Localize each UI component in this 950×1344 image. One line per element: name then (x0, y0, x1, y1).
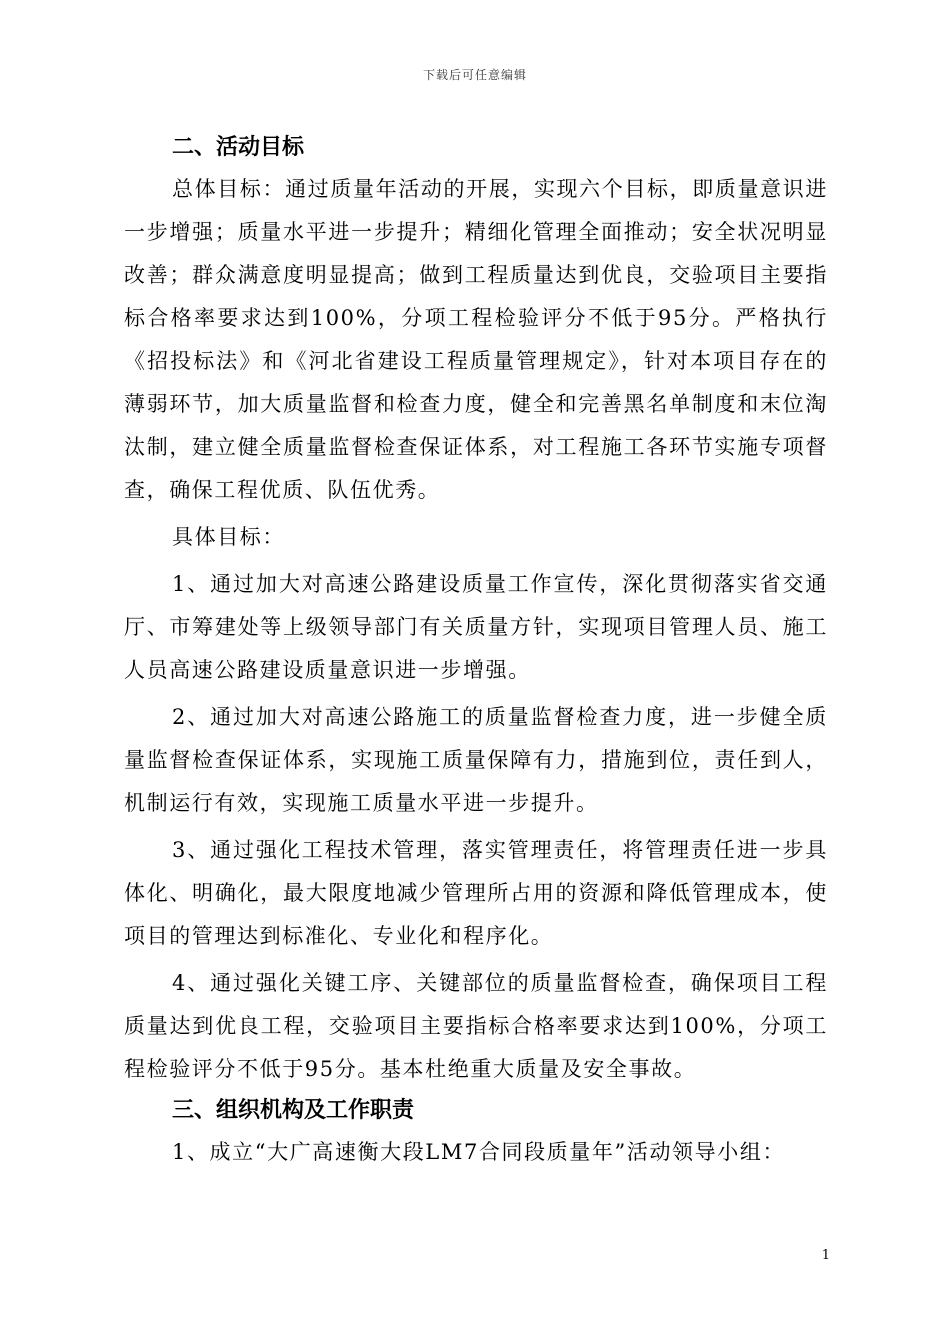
header-note: 下载后可任意编辑 (422, 68, 527, 82)
specific-goal-item-3: 3、通过强化工程技术管理，落实管理责任，将管理责任进一步具体化、明确化，最大限度地减少管理所占用的资源和降低管理成本，使项目的管理达到标准化、专业化和程序化。 (124, 838, 828, 948)
section-heading-organization: 三、组织机构及工作职责 (172, 1098, 415, 1123)
specific-goal-item-1: 1、通过加大对高速公路建设质量工作宣传，深化贯彻落实省交通厅、市筹建处等上级领导部门有关质量方针，实现项目管理人员、施工人员高速公路建设质量意识进一步增强。 (124, 572, 828, 682)
specific-goals-label: 具体目标： (172, 525, 285, 549)
page-number: 1 (821, 1248, 830, 1263)
specific-goal-item-4: 4、通过强化关键工序、关键部位的质量监督检查，确保项目工程质量达到优良工程，交验项目主要指标合格率要求达到100%，分项工程检验评分不低于95分。基本杜绝重大质量及安全事故。 (124, 971, 828, 1081)
organization-item-1: 1、成立“大广高速衡大段LM7合同段质量年”活动领导小组： (172, 1140, 786, 1164)
document-body (124, 128, 828, 1174)
specific-goal-item-2: 2、通过加大对高速公路施工的质量监督检查力度，进一步健全质量监督检查保证体系，实现施工质量保障有力，措施到位，责任到人，机制运行有效，实现施工质量水平进一步提升。 (124, 705, 828, 815)
section-heading-goals: 二、活动目标 (172, 135, 305, 160)
overall-goal-paragraph: 总体目标：通过质量年活动的开展，实现六个目标，即质量意识进一步增强；质量水平进一步提升；精细化管理全面推动；安全状况明显改善；群众满意度明显提高；做到工程质量达到优良，交验项目主要指标合格率要求达到100%，分项工程检验评分不低于95分。严格执行《招投标法》和《河北省建设工程质量管理规定》，针对本项目存在的薄弱环节，加大质量监督和检查力度，健全和完善黑名单制度和末位淘汰制，建立健全质量监督检查保证体系，对工程施工各环节实施专项督查，确保工程优质、队伍优秀。 (124, 177, 828, 502)
